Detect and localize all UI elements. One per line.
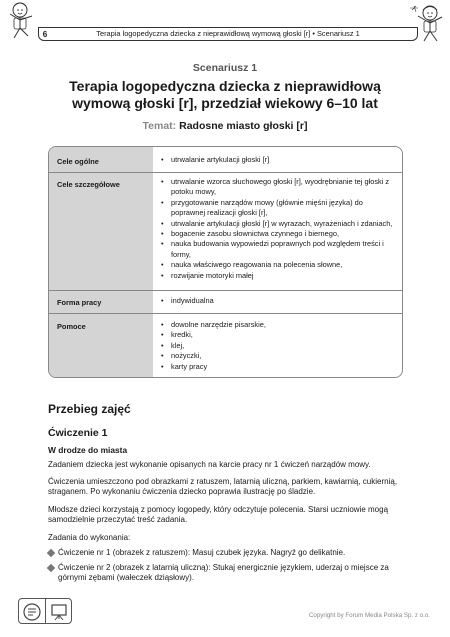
title-line: Terapia logopedyczna dziecka z nieprawidłową	[69, 78, 381, 94]
row-label-materials: Pomoce	[57, 322, 86, 331]
list-item: • klej,	[161, 341, 397, 351]
general-goals-list	[161, 155, 397, 165]
row-divider	[49, 172, 402, 173]
paragraph: Zadaniem dziecka jest wykonanie opisanych na karcie pracy nr 1 ćwiczeń narządów mowy.	[48, 460, 371, 469]
row-label-work-form: Forma pracy	[57, 298, 102, 307]
list-item: • dowolne narzędzie pisarskie,	[161, 320, 397, 330]
list-item: • karty pracy	[161, 362, 397, 372]
task-item	[48, 563, 406, 584]
title-line: wymową głoski [r], przedział wiekowy 6–10 lat	[72, 95, 378, 111]
page-number: 6	[42, 30, 48, 39]
specific-goals-list	[161, 177, 397, 281]
running-header	[0, 0, 450, 46]
list-item: • indywidualna	[161, 296, 397, 306]
list-item: • nauka budowania wypowiedzi poprawnych pod względem treści i formy,	[161, 239, 397, 260]
footer-icon-group	[18, 598, 72, 624]
paragraph: Ćwiczenia umieszczono pod obrazkami z ratuszem, latarnią uliczną, parkiem, kawiarnią, cukiernią, straganem. Po wykonaniu ćwiczenia dziecko poprawia ilustrację po śladzie.	[48, 477, 398, 497]
footer-icon-divider	[45, 599, 46, 623]
list-item: • przygotowanie narządów mowy (głównie mięśni języka) do poprawnej realizacji głoski [r],	[161, 198, 397, 219]
work-form-list	[161, 296, 397, 306]
topic-value: Radosne miasto głoski [r]	[179, 120, 308, 132]
list-item: • bogacenie zasobu słownictwa czynnego i biernego,	[161, 229, 397, 239]
page-title	[60, 78, 390, 112]
list-item: • utrwalanie artykulacji głoski [r] w wyrazach, wyrażeniach i zdaniach,	[161, 219, 397, 229]
copyright-notice: Copyright by Forum Media Polska Sp. z o.o.	[308, 612, 430, 619]
task-text: Ćwiczenie nr 2 (obrazek z latarnią uliczną): Stukaj energicznie językiem, uderzaj o miejsce za górnymi zębami (wałeczek dziąsłowy).	[58, 563, 389, 583]
goals-table	[48, 146, 403, 378]
topic-line	[0, 120, 450, 132]
materials-list	[161, 320, 397, 372]
diamond-bullet-icon	[47, 549, 55, 557]
worksheet-icon	[22, 602, 42, 622]
list-item: • utrwalanie artykulacji głoski [r]	[161, 155, 397, 165]
row-label-general-goals: Cele ogólne	[57, 157, 99, 166]
board-icon	[49, 602, 69, 622]
scenario-label: Scenariusz 1	[192, 62, 258, 74]
task-text: Ćwiczenie nr 1 (obrazek z ratuszem): Masuj czubek języka. Nagryź go delikatnie.	[58, 548, 346, 557]
list-item: • nożyczki,	[161, 351, 397, 361]
row-divider	[49, 313, 402, 314]
section-title: Przebieg zajęć	[48, 402, 131, 416]
list-item: • nauka właściwego reagowania na polecenia słowne,	[161, 260, 397, 270]
paragraph: Młodsze dzieci korzystają z pomocy logopedy, który odczytuje polecenia. Starsi uczniowie mogą samodzielnie przeczytać treść zadania.	[48, 505, 389, 525]
topic-key: Temat:	[142, 120, 177, 132]
diamond-bullet-icon	[47, 564, 55, 572]
exercise-title: Ćwiczenie 1	[48, 427, 108, 439]
child-illustration-right	[404, 2, 448, 44]
list-item: • utrwalanie wzorca słuchowego głoski [r], wyodrębnianie tej głoski z potoku mowy,	[161, 177, 397, 198]
exercise-subtitle: W drodze do miasta	[48, 445, 128, 455]
row-divider	[49, 290, 402, 291]
list-item: • rozwijanie motoryki małej	[161, 271, 397, 281]
list-item: • kredki,	[161, 330, 397, 340]
running-title: Terapia logopedyczna dziecka z nieprawidłową wymową głoski [r] • Scenariusz 1	[96, 29, 360, 38]
task-item	[48, 548, 406, 558]
row-label-specific-goals: Cele szczegółowe	[57, 180, 120, 189]
paragraph: Zadania do wykonania:	[48, 533, 131, 542]
